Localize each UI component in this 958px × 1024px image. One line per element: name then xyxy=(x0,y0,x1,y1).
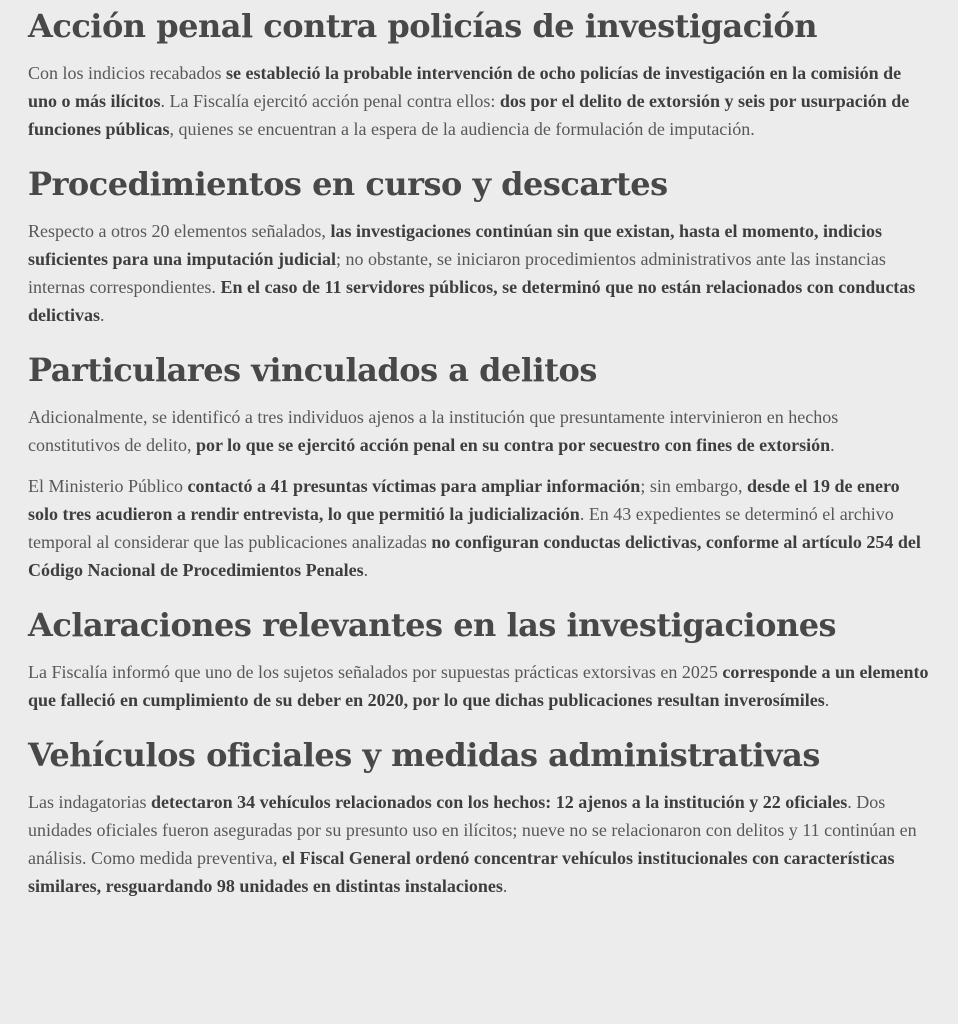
section-heading: Aclaraciones relevantes en las investigaciones xyxy=(28,606,837,644)
text-run: . xyxy=(363,560,369,580)
text-run: . xyxy=(824,690,830,710)
paragraph xyxy=(28,403,930,459)
bold-text-run: desde el 19 de enero solo tres acudieron a rendir entrevista, lo que permitió la judicialización xyxy=(28,476,900,524)
bold-text-run: contactó a 41 presuntas víctimas para ampliar información xyxy=(187,476,641,496)
bold-text-run: dos por el delito de extorsión y seis por usurpación de funciones públicas xyxy=(28,91,910,139)
article-section xyxy=(28,164,930,329)
text-run: . xyxy=(502,876,508,896)
paragraph xyxy=(28,788,930,900)
article-section xyxy=(28,735,930,900)
article-section xyxy=(28,6,930,143)
text-run: . En 43 expedientes se determinó el archivo temporal al considerar que las publicaciones analizadas xyxy=(28,504,894,552)
section-heading: Procedimientos en curso y descartes xyxy=(28,165,668,203)
section-heading: Acción penal contra policías de investigación xyxy=(28,7,817,45)
paragraph xyxy=(28,658,930,714)
text-run: . La Fiscalía ejercitó acción penal contra ellos: xyxy=(160,91,500,111)
bold-text-run: se estableció la probable intervención de ocho policías de investigación en la comisión de uno o más ilícitos xyxy=(28,63,902,111)
text-run: . xyxy=(100,305,105,325)
text-run: . xyxy=(830,435,835,455)
section-heading: Vehículos oficiales y medidas administrativas xyxy=(28,736,820,774)
section-heading: Particulares vinculados a delitos xyxy=(28,351,597,389)
text-run: ; sin embargo, xyxy=(640,476,747,496)
text-run: Respecto a otros 20 elementos señalados, xyxy=(28,221,331,241)
bold-text-run: no configuran conductas delictivas, conforme al artículo 254 del Código Nacional de Procedimientos Penales xyxy=(28,532,921,580)
text-run: Adicionalmente, se identificó a tres individuos ajenos a la institución que presuntamente intervinieron en hechos constitutivos de delito, xyxy=(28,407,839,455)
bold-text-run: por lo que se ejercitó acción penal en su contra por secuestro con fines de extorsión xyxy=(196,435,831,455)
text-run: . Dos unidades oficiales fueron aseguradas por su presunto uso en ilícitos; nueve no se relacionaron con delitos y 11 continúan en análisis. Como medida preventiva, xyxy=(28,792,917,868)
text-run: Las indagatorias xyxy=(28,792,151,812)
text-run: , quienes se encuentran a la espera de la audiencia de formulación de imputación. xyxy=(169,119,755,139)
bold-text-run: En el caso de 11 servidores públicos, se determinó que no están relacionados con conductas delictivas xyxy=(28,277,916,325)
paragraph xyxy=(28,59,930,143)
article-section xyxy=(28,605,930,714)
text-run: ; no obstante, se iniciaron procedimientos administrativos ante las instancias internas correspondientes. xyxy=(28,249,886,297)
paragraph xyxy=(28,472,930,584)
text-run: El Ministerio Público xyxy=(28,476,188,496)
bold-text-run: el Fiscal General ordenó concentrar vehículos institucionales con características similares, resguardando 98 unidades en distintas instalaciones xyxy=(28,848,895,896)
bold-text-run: detectaron 34 vehículos relacionados con los hechos: 12 ajenos a la institución y 22 oficiales xyxy=(150,792,848,812)
bold-text-run: las investigaciones continúan sin que existan, hasta el momento, indicios suficientes para una imputación judicial xyxy=(28,221,882,269)
text-run: Con los indicios recabados xyxy=(28,63,226,83)
paragraph xyxy=(28,217,930,329)
bold-text-run: corresponde a un elemento que falleció en cumplimiento de su deber en 2020, por lo que dichas publicaciones resultan inverosímiles xyxy=(28,662,929,710)
article-section xyxy=(28,350,930,584)
article-content xyxy=(28,6,930,900)
text-run: La Fiscalía informó que uno de los sujetos señalados por supuestas prácticas extorsivas en 2025 xyxy=(28,662,723,682)
